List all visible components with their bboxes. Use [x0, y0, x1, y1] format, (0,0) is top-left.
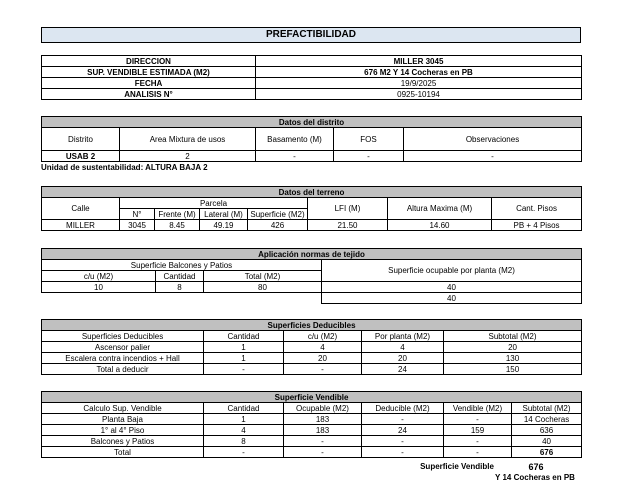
header-numero: N°	[120, 209, 155, 220]
cell-subtotal: 130	[444, 353, 582, 364]
cell-subtotal: 676	[512, 447, 582, 458]
cell-ocupable: 183	[284, 414, 362, 425]
info-label: ANALISIS N°	[42, 89, 256, 100]
cell-vendible: 159	[444, 425, 512, 436]
cell-cu: -	[284, 364, 362, 375]
section-title-vendible: Superficie Vendible	[42, 392, 582, 403]
cell-distrito: USAB 2	[42, 151, 120, 162]
summary-value: 676	[528, 462, 544, 472]
header-superficie: Superficie (M2)	[248, 209, 308, 220]
header-cantidad: Cantidad	[204, 331, 284, 342]
cell-cantidad: -	[204, 364, 284, 375]
cell-ocupable: -	[284, 436, 362, 447]
header-cantidad: Cantidad	[204, 403, 284, 414]
cell-calle: MILLER	[42, 220, 120, 231]
cell-ocupable: 183	[284, 425, 362, 436]
cell-por-planta: 20	[362, 353, 444, 364]
header-parcela: Parcela	[120, 198, 308, 209]
cell-superficie: 426	[248, 220, 308, 231]
cell-cantidad: 1	[204, 353, 284, 364]
cell-vendible: -	[444, 447, 512, 458]
table-row	[42, 436, 582, 447]
cell-cantidad: -	[204, 447, 284, 458]
distrito-table	[41, 116, 582, 162]
info-table	[41, 55, 582, 100]
section-title-distrito: Datos del distrito	[42, 117, 582, 128]
section-title-tejido: Aplicación normas de tejido	[42, 249, 582, 260]
header-lfi: LFI (M)	[308, 198, 388, 220]
header-subtotal: Subtotal (M2)	[444, 331, 582, 342]
cell-cantidad: 1	[204, 414, 284, 425]
terreno-table	[41, 186, 582, 231]
cell-subtotal: 40	[512, 436, 582, 447]
info-label: DIRECCION	[42, 56, 256, 67]
header-cu: c/u (M2)	[42, 271, 156, 282]
header-balcones: Superficie Balcones y Patios	[42, 260, 322, 271]
header-distrito: Distrito	[42, 128, 120, 151]
header-deducibles: Superficies Deducibles	[42, 331, 204, 342]
cell-vendible: -	[444, 436, 512, 447]
header-por-planta: Por planta (M2)	[362, 331, 444, 342]
info-label: SUP. VENDIBLE ESTIMADA (M2)	[42, 67, 256, 78]
section-title-deducibles: Superficies Deducibles	[42, 320, 582, 331]
cell-deducible: 24	[362, 425, 444, 436]
cell-cantidad: 4	[204, 425, 284, 436]
info-value: 19/9/2025	[256, 78, 582, 89]
cell-deducible: -	[362, 436, 444, 447]
cell-lateral: 49.19	[200, 220, 248, 231]
cell-lfi: 21.50	[308, 220, 388, 231]
info-label: FECHA	[42, 78, 256, 89]
cell-subtotal: 14 Cocheras	[512, 414, 582, 425]
vendible-table	[41, 391, 582, 458]
cell-cantidad: 8	[156, 282, 204, 293]
cell-subtotal: 636	[512, 425, 582, 436]
cell-subtotal: 150	[444, 364, 582, 375]
header-observaciones: Observaciones	[404, 128, 582, 151]
header-ocupable: Ocupable (M2)	[284, 403, 362, 414]
info-value: MILLER 3045	[256, 56, 582, 67]
cell-name: Total	[42, 447, 204, 458]
table-row	[42, 414, 582, 425]
header-pisos: Cant. Pisos	[492, 198, 582, 220]
header-frente: Frente (M)	[155, 209, 200, 220]
header-cu: c/u (M2)	[284, 331, 362, 342]
cell-vendible: -	[444, 414, 512, 425]
header-basamento: Basamento (M)	[256, 128, 334, 151]
cell-cantidad: 8	[204, 436, 284, 447]
cell-name: Escalera contra incendios + Hall	[42, 353, 204, 364]
header-area-mixtura: Area Mixtura de usos	[120, 128, 256, 151]
cell-deducible: -	[362, 447, 444, 458]
cell-numero: 3045	[120, 220, 155, 231]
header-altura: Altura Maxima (M)	[388, 198, 492, 220]
table-row	[42, 364, 582, 375]
cell-name: Ascensor palier	[42, 342, 204, 353]
summary-extra: Y 14 Cocheras en PB	[495, 473, 575, 482]
header-cantidad: Cantidad	[156, 271, 204, 282]
cell-por-planta: 4	[362, 342, 444, 353]
cell-total: 80	[204, 282, 322, 293]
header-calculo: Calculo Sup. Vendible	[42, 403, 204, 414]
cell-cu: 10	[42, 282, 156, 293]
info-value: 676 M2 Y 14 Cocheras en PB	[256, 67, 582, 78]
tejido-table	[41, 248, 582, 304]
cell-name: Balcones y Patios	[42, 436, 204, 447]
cell-deducible: -	[362, 414, 444, 425]
cell-name: Total a deducir	[42, 364, 204, 375]
header-fos: FOS	[334, 128, 404, 151]
cell-basamento: -	[256, 151, 334, 162]
cell-subtotal: 20	[444, 342, 582, 353]
header-deducible: Deducible (M2)	[362, 403, 444, 414]
blank-cell	[42, 293, 322, 304]
cell-name: Planta Baja	[42, 414, 204, 425]
cell-ocupable: -	[284, 447, 362, 458]
cell-fos: -	[334, 151, 404, 162]
distrito-note: Unidad de sustentabilidad: ALTURA BAJA 2	[41, 163, 208, 172]
cell-observaciones: -	[404, 151, 582, 162]
header-ocupable: Superficie ocupable por planta (M2)	[322, 260, 582, 282]
table-row	[42, 425, 582, 436]
deducibles-table	[41, 319, 582, 375]
header-vendible: Vendible (M2)	[444, 403, 512, 414]
table-row	[42, 447, 582, 458]
page-title: PREFACTIBILIDAD	[41, 27, 581, 43]
cell-por-planta: 24	[362, 364, 444, 375]
info-value: 0925-10194	[256, 89, 582, 100]
header-calle: Calle	[42, 198, 120, 220]
summary-label: Superficie Vendible	[420, 462, 494, 471]
header-total: Total (M2)	[204, 271, 322, 282]
section-title-terreno: Datos del terreno	[42, 187, 582, 198]
cell-cantidad: 1	[204, 342, 284, 353]
cell-ocupable: 40	[322, 293, 582, 304]
header-subtotal: Subtotal (M2)	[512, 403, 582, 414]
cell-pisos: PB + 4 Pisos	[492, 220, 582, 231]
cell-cu: 20	[284, 353, 362, 364]
cell-altura: 14.60	[388, 220, 492, 231]
cell-name: 1° al 4° Piso	[42, 425, 204, 436]
cell-ocupable: 40	[322, 282, 582, 293]
cell-frente: 8.45	[155, 220, 200, 231]
table-row	[42, 353, 582, 364]
header-lateral: Lateral (M)	[200, 209, 248, 220]
cell-area-mixtura: 2	[120, 151, 256, 162]
table-row	[42, 342, 582, 353]
cell-cu: 4	[284, 342, 362, 353]
